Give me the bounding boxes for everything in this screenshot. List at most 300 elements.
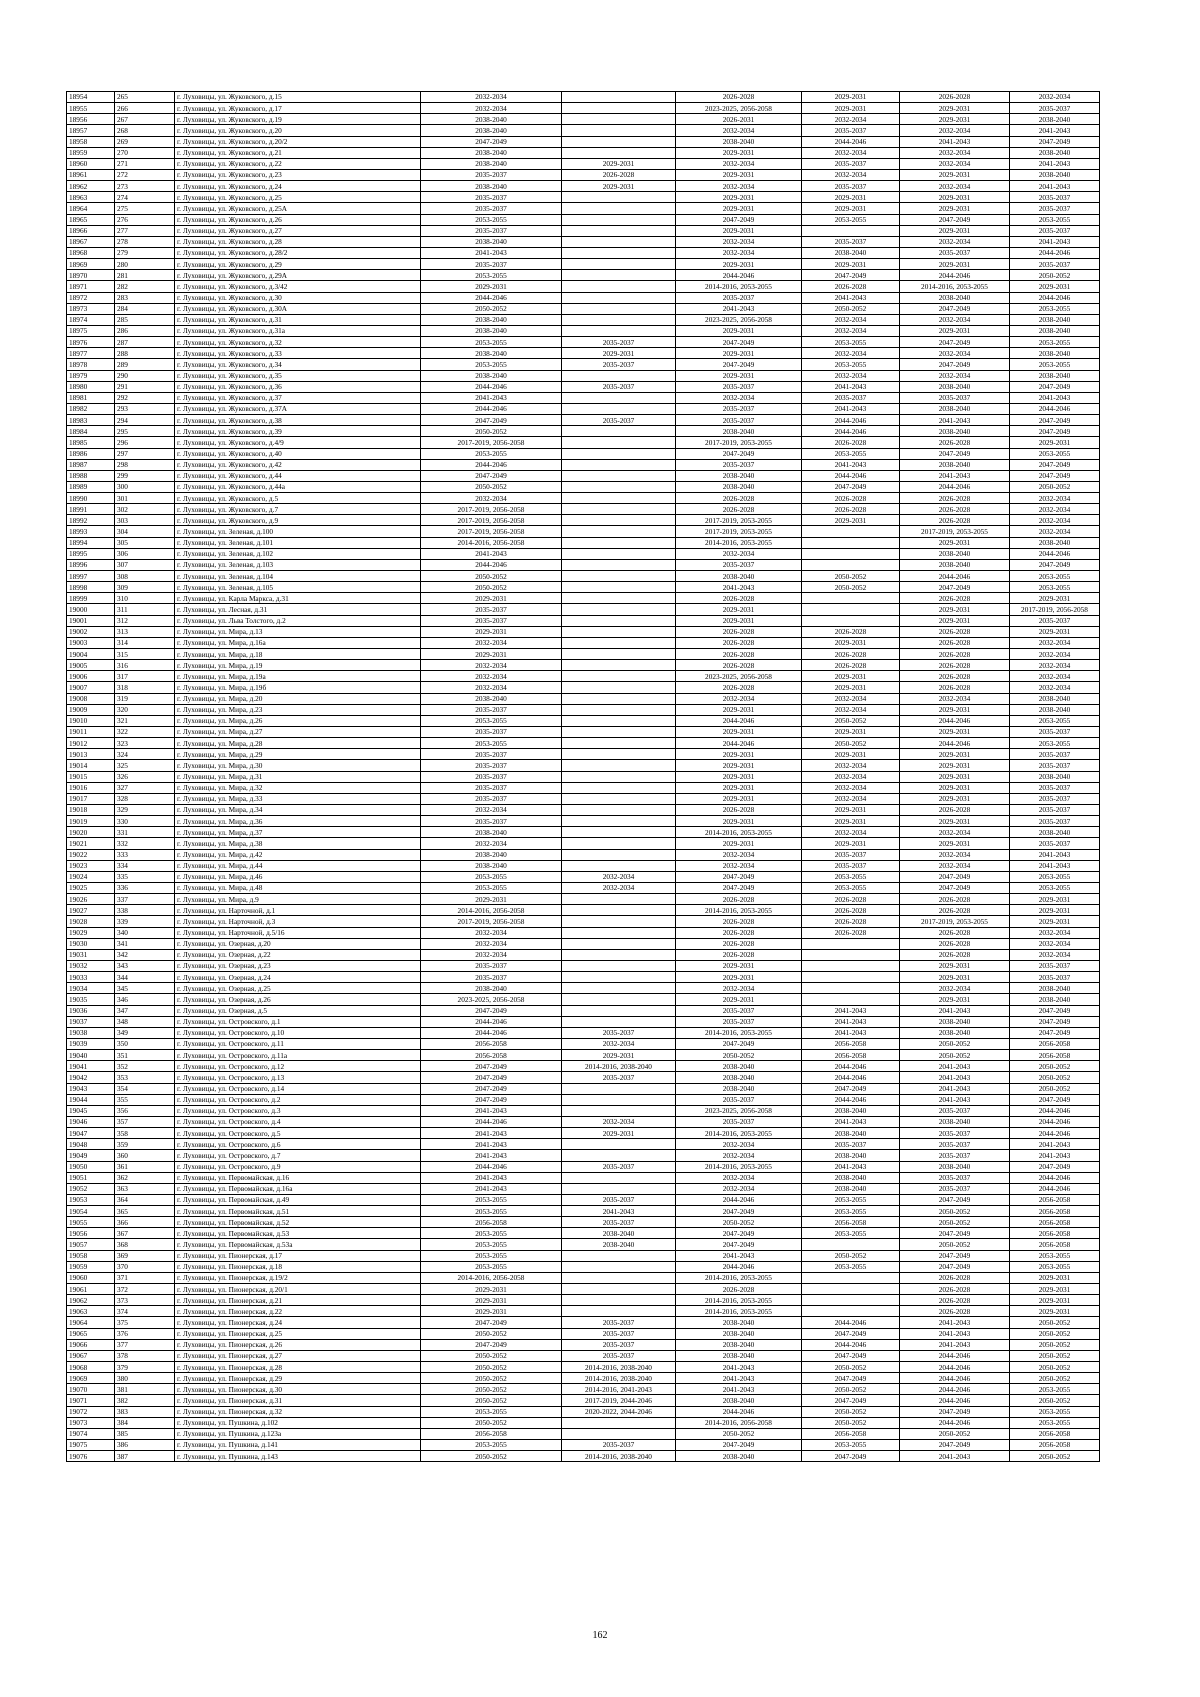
cell-period-3: 2029-2031 <box>676 793 802 804</box>
cell-address: г. Луховицы, ул. Зеленая, д.104 <box>175 571 421 582</box>
table-row <box>67 1284 1100 1295</box>
cell-period-2 <box>562 1295 676 1306</box>
cell-period-4: 2035-2037 <box>802 1139 900 1150</box>
cell-period-5: 2044-2046 <box>900 270 1010 281</box>
cell-period-2 <box>562 715 676 726</box>
cell-period-4: 2050-2052 <box>802 303 900 314</box>
cell-address: г. Луховицы, ул. Островского, д.12 <box>175 1061 421 1072</box>
cell-period-5: 2026-2028 <box>900 626 1010 637</box>
cell-period-3: 2026-2028 <box>676 92 802 103</box>
cell-period-3: 2047-2049 <box>676 871 802 882</box>
table-row <box>67 1339 1100 1350</box>
cell-address: г. Луховицы, ул. Жуковского, д.22 <box>175 158 421 169</box>
cell-period-2 <box>562 515 676 526</box>
cell-period-4: 2047-2049 <box>802 1328 900 1339</box>
cell-period-2 <box>562 760 676 771</box>
table-row <box>67 169 1100 180</box>
cell-period-6: 2017-2019, 2056-2058 <box>1010 604 1100 615</box>
cell-period-4 <box>802 526 900 537</box>
cell-period-6: 2029-2031 <box>1010 281 1100 292</box>
cell-record-id: 19056 <box>67 1228 115 1239</box>
cell-period-1: 2041-2043 <box>421 1183 562 1194</box>
cell-row-number: 356 <box>115 1105 175 1116</box>
cell-period-4: 2050-2052 <box>802 582 900 593</box>
cell-row-number: 309 <box>115 582 175 593</box>
cell-period-5: 2026-2028 <box>900 671 1010 682</box>
cell-row-number: 343 <box>115 960 175 971</box>
cell-period-1: 2035-2037 <box>421 793 562 804</box>
cell-period-1: 2053-2055 <box>421 1261 562 1272</box>
cell-row-number: 335 <box>115 871 175 882</box>
cell-period-2 <box>562 1250 676 1261</box>
table-row <box>67 1451 1100 1462</box>
cell-address: г. Луховицы, ул. Островского, д.7 <box>175 1150 421 1161</box>
cell-row-number: 346 <box>115 994 175 1005</box>
cell-period-5: 2032-2034 <box>900 236 1010 247</box>
cell-period-6: 2044-2046 <box>1010 1116 1100 1127</box>
cell-period-2 <box>562 1094 676 1105</box>
cell-period-3: 2041-2043 <box>676 1373 802 1384</box>
cell-period-1: 2017-2019, 2056-2058 <box>421 526 562 537</box>
cell-period-2 <box>562 1284 676 1295</box>
cell-period-3: 2017-2019, 2053-2055 <box>676 437 802 448</box>
cell-period-2 <box>562 470 676 481</box>
cell-period-3: 2029-2031 <box>676 615 802 626</box>
cell-period-1: 2038-2040 <box>421 314 562 325</box>
cell-period-6: 2053-2055 <box>1010 738 1100 749</box>
cell-row-number: 323 <box>115 738 175 749</box>
cell-period-4: 2029-2031 <box>802 203 900 214</box>
cell-period-1: 2053-2055 <box>421 270 562 281</box>
cell-period-5: 2044-2046 <box>900 715 1010 726</box>
cell-address: г. Луховицы, ул. Первомайская, д.16 <box>175 1172 421 1183</box>
cell-period-6: 2050-2052 <box>1010 481 1100 492</box>
cell-period-5: 2032-2034 <box>900 158 1010 169</box>
cell-period-4: 2047-2049 <box>802 481 900 492</box>
cell-period-4: 2035-2037 <box>802 236 900 247</box>
cell-period-2 <box>562 1139 676 1150</box>
cell-period-2: 2026-2028 <box>562 169 676 180</box>
table-row <box>67 626 1100 637</box>
cell-record-id: 19076 <box>67 1451 115 1462</box>
cell-period-4: 2032-2034 <box>802 147 900 158</box>
cell-period-1: 2029-2031 <box>421 1306 562 1317</box>
cell-period-5: 2041-2043 <box>900 1005 1010 1016</box>
cell-address: г. Луховицы, ул. Пушкина, д.123а <box>175 1428 421 1439</box>
cell-period-1: 2041-2043 <box>421 1150 562 1161</box>
cell-period-2 <box>562 1172 676 1183</box>
table-row <box>67 1072 1100 1083</box>
cell-period-5: 2026-2028 <box>900 92 1010 103</box>
cell-period-6: 2032-2034 <box>1010 949 1100 960</box>
cell-period-4: 2035-2037 <box>802 158 900 169</box>
cell-row-number: 354 <box>115 1083 175 1094</box>
cell-row-number: 325 <box>115 760 175 771</box>
cell-address: г. Луховицы, ул. Мира, д.29 <box>175 749 421 760</box>
cell-period-2: 2020-2022, 2044-2046 <box>562 1406 676 1417</box>
cell-period-2 <box>562 905 676 916</box>
cell-period-4: 2050-2052 <box>802 1362 900 1373</box>
cell-period-6: 2035-2037 <box>1010 203 1100 214</box>
cell-period-1: 2038-2040 <box>421 325 562 336</box>
cell-period-4 <box>802 1239 900 1250</box>
cell-period-3: 2026-2028 <box>676 949 802 960</box>
table-row <box>67 1395 1100 1406</box>
cell-period-3: 2014-2016, 2053-2055 <box>676 1295 802 1306</box>
cell-period-1: 2017-2019, 2056-2058 <box>421 437 562 448</box>
cell-period-6: 2032-2034 <box>1010 682 1100 693</box>
cell-row-number: 287 <box>115 337 175 348</box>
cell-period-3: 2026-2031 <box>676 114 802 125</box>
cell-period-4: 2032-2034 <box>802 114 900 125</box>
cell-row-number: 303 <box>115 515 175 526</box>
cell-address: г. Луховицы, ул. Жуковского, д.25А <box>175 203 421 214</box>
cell-period-3: 2047-2049 <box>676 1228 802 1239</box>
cell-period-6: 2041-2043 <box>1010 1139 1100 1150</box>
cell-period-6: 2047-2049 <box>1010 136 1100 147</box>
cell-period-4: 2029-2031 <box>802 103 900 114</box>
cell-address: г. Луховицы, ул. Мира, д.31 <box>175 771 421 782</box>
cell-period-4: 2032-2034 <box>802 771 900 782</box>
cell-period-1: 2041-2043 <box>421 392 562 403</box>
table-row <box>67 381 1100 392</box>
cell-period-3: 2026-2028 <box>676 493 802 504</box>
table-row <box>67 147 1100 158</box>
cell-address: г. Луховицы, ул. Озерная, д.20 <box>175 938 421 949</box>
cell-period-5: 2032-2034 <box>900 125 1010 136</box>
cell-address: г. Луховицы, ул. Мира, д.48 <box>175 882 421 893</box>
table-row <box>67 1228 1100 1239</box>
cell-period-2 <box>562 1417 676 1428</box>
cell-period-4: 2044-2046 <box>802 1317 900 1328</box>
cell-record-id: 19004 <box>67 649 115 660</box>
cell-period-6: 2038-2040 <box>1010 325 1100 336</box>
cell-period-1: 2047-2049 <box>421 1317 562 1328</box>
cell-period-1: 2035-2037 <box>421 604 562 615</box>
cell-period-3: 2014-2016, 2053-2055 <box>676 1161 802 1172</box>
table-row <box>67 1105 1100 1116</box>
cell-period-5: 2029-2031 <box>900 225 1010 236</box>
cell-period-2 <box>562 259 676 270</box>
cell-period-5: 2041-2043 <box>900 415 1010 426</box>
cell-period-6: 2041-2043 <box>1010 860 1100 871</box>
cell-period-2: 2035-2037 <box>562 415 676 426</box>
cell-period-5: 2047-2049 <box>900 1194 1010 1205</box>
cell-row-number: 319 <box>115 693 175 704</box>
cell-period-5: 2029-2031 <box>900 114 1010 125</box>
cell-period-2 <box>562 660 676 671</box>
cell-row-number: 366 <box>115 1217 175 1228</box>
cell-period-2 <box>562 548 676 559</box>
cell-period-2: 2029-2031 <box>562 348 676 359</box>
cell-record-id: 19029 <box>67 927 115 938</box>
cell-row-number: 266 <box>115 103 175 114</box>
cell-period-2: 2038-2040 <box>562 1239 676 1250</box>
cell-address: г. Луховицы, ул. Пионерская, д.31 <box>175 1395 421 1406</box>
cell-period-4: 2044-2046 <box>802 1072 900 1083</box>
cell-row-number: 279 <box>115 247 175 258</box>
cell-period-5: 2026-2028 <box>900 927 1010 938</box>
cell-record-id: 19023 <box>67 860 115 871</box>
cell-address: г. Луховицы, ул. Пушкина, д.102 <box>175 1417 421 1428</box>
cell-record-id: 18986 <box>67 448 115 459</box>
cell-period-5: 2041-2043 <box>900 1339 1010 1350</box>
schedule-table <box>66 91 1100 1462</box>
cell-period-6: 2035-2037 <box>1010 225 1100 236</box>
cell-period-4: 2026-2028 <box>802 916 900 927</box>
cell-period-1: 2032-2034 <box>421 805 562 816</box>
cell-period-5: 2035-2037 <box>900 247 1010 258</box>
table-row <box>67 615 1100 626</box>
cell-period-6: 2029-2031 <box>1010 1295 1100 1306</box>
cell-address: г. Луховицы, ул. Мира, д.18 <box>175 649 421 660</box>
cell-record-id: 19028 <box>67 916 115 927</box>
cell-period-2: 2035-2037 <box>562 1194 676 1205</box>
cell-period-3: 2014-2016, 2056-2058 <box>676 1417 802 1428</box>
cell-period-2 <box>562 927 676 938</box>
cell-period-6: 2056-2058 <box>1010 1228 1100 1239</box>
cell-period-2 <box>562 504 676 515</box>
cell-period-5: 2047-2049 <box>900 1406 1010 1417</box>
cell-period-4: 2041-2043 <box>802 1116 900 1127</box>
cell-record-id: 19072 <box>67 1406 115 1417</box>
cell-period-6: 2053-2055 <box>1010 1406 1100 1417</box>
cell-period-6: 2050-2052 <box>1010 1350 1100 1361</box>
cell-record-id: 19000 <box>67 604 115 615</box>
cell-period-6: 2041-2043 <box>1010 849 1100 860</box>
cell-period-2 <box>562 1272 676 1283</box>
cell-period-4: 2041-2043 <box>802 1005 900 1016</box>
cell-period-5: 2029-2031 <box>900 727 1010 738</box>
cell-record-id: 18981 <box>67 392 115 403</box>
table-row <box>67 604 1100 615</box>
cell-period-3: 2038-2040 <box>676 1339 802 1350</box>
cell-address: г. Луховицы, ул. Мира, д.9 <box>175 894 421 905</box>
cell-address: г. Луховицы, ул. Жуковского, д.33 <box>175 348 421 359</box>
cell-record-id: 19024 <box>67 871 115 882</box>
cell-period-2 <box>562 827 676 838</box>
cell-period-3: 2050-2052 <box>676 1050 802 1061</box>
cell-period-6: 2029-2031 <box>1010 626 1100 637</box>
cell-record-id: 18988 <box>67 470 115 481</box>
table-row <box>67 660 1100 671</box>
cell-address: г. Луховицы, ул. Мира, д.19б <box>175 682 421 693</box>
cell-address: г. Луховицы, ул. Жуковского, д.4/9 <box>175 437 421 448</box>
cell-address: г. Луховицы, ул. Жуковского, д.24 <box>175 181 421 192</box>
cell-period-5: 2029-2031 <box>900 972 1010 983</box>
cell-period-1: 2041-2043 <box>421 247 562 258</box>
cell-period-1: 2056-2058 <box>421 1217 562 1228</box>
cell-row-number: 364 <box>115 1194 175 1205</box>
table-row <box>67 782 1100 793</box>
cell-period-1: 2032-2034 <box>421 938 562 949</box>
cell-period-2 <box>562 838 676 849</box>
cell-address: г. Луховицы, ул. Жуковского, д.30А <box>175 303 421 314</box>
cell-period-6: 2047-2049 <box>1010 1005 1100 1016</box>
cell-period-2: 2014-2016, 2038-2040 <box>562 1373 676 1384</box>
cell-record-id: 19052 <box>67 1183 115 1194</box>
table-row <box>67 236 1100 247</box>
cell-period-6: 2035-2037 <box>1010 760 1100 771</box>
cell-address: г. Луховицы, ул. Островского, д.6 <box>175 1139 421 1150</box>
cell-period-5: 2047-2049 <box>900 448 1010 459</box>
cell-row-number: 288 <box>115 348 175 359</box>
cell-period-2 <box>562 325 676 336</box>
table-row <box>67 715 1100 726</box>
cell-period-1: 2050-2052 <box>421 1373 562 1384</box>
cell-record-id: 19016 <box>67 782 115 793</box>
cell-address: г. Луховицы, ул. Первомайская, д.53 <box>175 1228 421 1239</box>
cell-period-1: 2053-2055 <box>421 1239 562 1250</box>
cell-period-3: 2041-2043 <box>676 1250 802 1261</box>
cell-period-1: 2050-2052 <box>421 1417 562 1428</box>
cell-period-5: 2047-2049 <box>900 1440 1010 1451</box>
cell-period-4: 2044-2046 <box>802 136 900 147</box>
cell-period-3: 2035-2037 <box>676 292 802 303</box>
cell-period-1: 2041-2043 <box>421 548 562 559</box>
cell-period-5: 2050-2052 <box>900 1206 1010 1217</box>
cell-period-2 <box>562 916 676 927</box>
cell-period-3: 2029-2031 <box>676 203 802 214</box>
cell-row-number: 336 <box>115 882 175 893</box>
cell-period-2: 2029-2031 <box>562 1050 676 1061</box>
cell-period-6: 2029-2031 <box>1010 905 1100 916</box>
cell-period-3: 2023-2025, 2056-2058 <box>676 314 802 325</box>
cell-period-1: 2032-2034 <box>421 493 562 504</box>
cell-address: г. Луховицы, ул. Мира, д.33 <box>175 793 421 804</box>
table-row <box>67 426 1100 437</box>
cell-period-5: 2026-2028 <box>900 515 1010 526</box>
cell-period-5: 2035-2037 <box>900 1183 1010 1194</box>
cell-period-2 <box>562 1083 676 1094</box>
cell-period-3: 2029-2031 <box>676 259 802 270</box>
cell-period-6: 2038-2040 <box>1010 147 1100 158</box>
cell-period-1: 2044-2046 <box>421 1161 562 1172</box>
cell-period-2 <box>562 392 676 403</box>
cell-period-3: 2014-2016, 2053-2055 <box>676 1027 802 1038</box>
cell-period-6: 2050-2052 <box>1010 1328 1100 1339</box>
cell-period-4 <box>802 994 900 1005</box>
cell-row-number: 358 <box>115 1128 175 1139</box>
cell-period-1: 2044-2046 <box>421 381 562 392</box>
cell-period-5: 2029-2031 <box>900 103 1010 114</box>
cell-period-6: 2056-2058 <box>1010 1038 1100 1049</box>
table-row <box>67 92 1100 103</box>
cell-period-5: 2026-2028 <box>900 437 1010 448</box>
table-row <box>67 771 1100 782</box>
cell-period-4: 2041-2043 <box>802 381 900 392</box>
cell-record-id: 18994 <box>67 537 115 548</box>
cell-period-5: 2029-2031 <box>900 816 1010 827</box>
table-row <box>67 1150 1100 1161</box>
cell-period-4: 2041-2043 <box>802 1027 900 1038</box>
cell-period-3: 2032-2034 <box>676 1150 802 1161</box>
cell-record-id: 18982 <box>67 403 115 414</box>
cell-period-6: 2038-2040 <box>1010 693 1100 704</box>
cell-period-4 <box>802 593 900 604</box>
cell-record-id: 19035 <box>67 994 115 1005</box>
cell-period-4: 2050-2052 <box>802 1406 900 1417</box>
cell-address: г. Луховицы, ул. Мира, д.36 <box>175 816 421 827</box>
cell-address: г. Луховицы, ул. Первомайская, д.53а <box>175 1239 421 1250</box>
cell-period-3: 2038-2040 <box>676 1451 802 1462</box>
cell-row-number: 377 <box>115 1339 175 1350</box>
cell-period-5: 2038-2040 <box>900 459 1010 470</box>
cell-record-id: 19064 <box>67 1317 115 1328</box>
cell-period-6: 2047-2049 <box>1010 1027 1100 1038</box>
cell-period-2 <box>562 437 676 448</box>
cell-record-id: 18962 <box>67 181 115 192</box>
cell-record-id: 19071 <box>67 1395 115 1406</box>
cell-period-6: 2053-2055 <box>1010 448 1100 459</box>
cell-address: г. Луховицы, ул. Первомайская, д.52 <box>175 1217 421 1228</box>
cell-period-4: 2053-2055 <box>802 1194 900 1205</box>
table-row <box>67 181 1100 192</box>
cell-period-2 <box>562 693 676 704</box>
cell-period-2: 2035-2037 <box>562 359 676 370</box>
cell-period-2: 2035-2037 <box>562 1440 676 1451</box>
cell-record-id: 18978 <box>67 359 115 370</box>
cell-period-4: 2029-2031 <box>802 805 900 816</box>
cell-period-6: 2035-2037 <box>1010 615 1100 626</box>
cell-record-id: 18996 <box>67 559 115 570</box>
cell-row-number: 371 <box>115 1272 175 1283</box>
table-row <box>67 337 1100 348</box>
cell-period-3: 2017-2019, 2053-2055 <box>676 526 802 537</box>
cell-record-id: 19031 <box>67 949 115 960</box>
cell-period-2 <box>562 270 676 281</box>
cell-row-number: 344 <box>115 972 175 983</box>
cell-record-id: 19032 <box>67 960 115 971</box>
cell-address: г. Луховицы, ул. Жуковского, д.40 <box>175 448 421 459</box>
cell-period-1: 2035-2037 <box>421 169 562 180</box>
cell-period-4: 2026-2028 <box>802 649 900 660</box>
cell-row-number: 311 <box>115 604 175 615</box>
cell-period-4: 2038-2040 <box>802 1105 900 1116</box>
cell-record-id: 19042 <box>67 1072 115 1083</box>
table-row <box>67 637 1100 648</box>
cell-period-2 <box>562 571 676 582</box>
cell-record-id: 18957 <box>67 125 115 136</box>
cell-record-id: 19014 <box>67 760 115 771</box>
cell-period-2: 2035-2037 <box>562 381 676 392</box>
cell-period-6: 2047-2049 <box>1010 1161 1100 1172</box>
cell-period-3: 2014-2016, 2053-2055 <box>676 905 802 916</box>
cell-period-1: 2032-2034 <box>421 103 562 114</box>
cell-record-id: 19011 <box>67 727 115 738</box>
cell-period-1: 2014-2016, 2056-2058 <box>421 905 562 916</box>
cell-row-number: 281 <box>115 270 175 281</box>
cell-period-4: 2041-2043 <box>802 292 900 303</box>
cell-record-id: 18997 <box>67 571 115 582</box>
cell-period-4: 2050-2052 <box>802 1250 900 1261</box>
table-row <box>67 949 1100 960</box>
cell-address: г. Луховицы, ул. Мира, д.44 <box>175 860 421 871</box>
cell-address: г. Луховицы, ул. Первомайская, д.16а <box>175 1183 421 1194</box>
cell-row-number: 373 <box>115 1295 175 1306</box>
cell-record-id: 18968 <box>67 247 115 258</box>
cell-record-id: 19053 <box>67 1194 115 1205</box>
cell-row-number: 361 <box>115 1161 175 1172</box>
cell-row-number: 375 <box>115 1317 175 1328</box>
cell-row-number: 378 <box>115 1350 175 1361</box>
cell-period-4: 2029-2031 <box>802 816 900 827</box>
cell-period-4: 2032-2034 <box>802 693 900 704</box>
cell-period-5: 2047-2049 <box>900 1228 1010 1239</box>
cell-period-4: 2047-2049 <box>802 1373 900 1384</box>
cell-period-4: 2026-2028 <box>802 894 900 905</box>
cell-period-6: 2044-2046 <box>1010 1183 1100 1194</box>
